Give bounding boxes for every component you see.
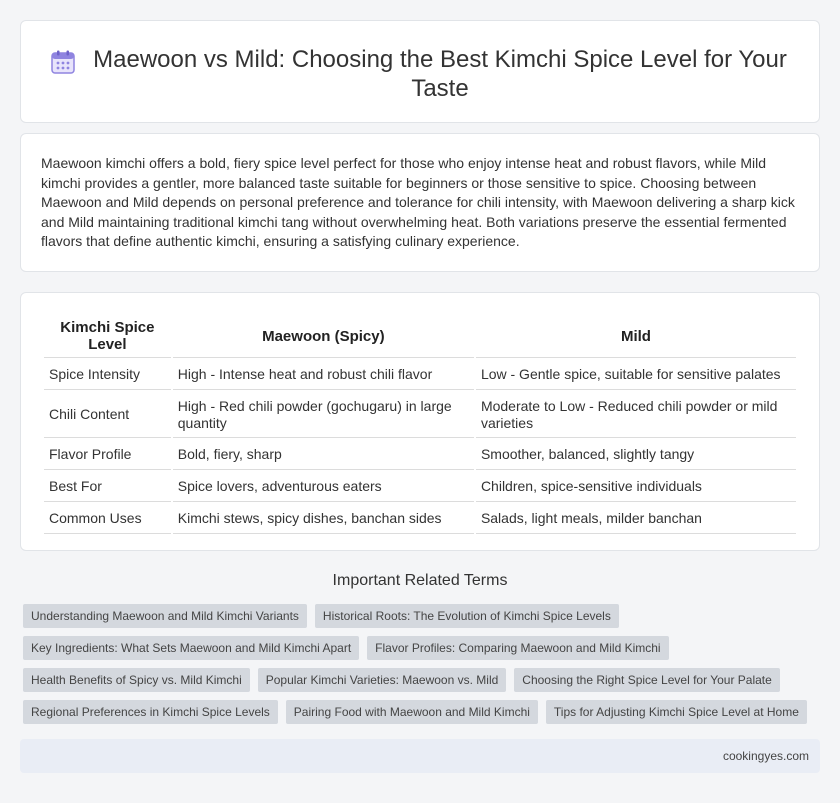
table-cell: Salads, light meals, milder banchan	[476, 504, 796, 534]
table-cell: Low - Gentle spice, suitable for sensitive palates	[476, 360, 796, 390]
table-row	[44, 440, 796, 470]
table-row	[44, 360, 796, 390]
related-term-tag[interactable]: Health Benefits of Spicy vs. Mild Kimchi	[23, 668, 250, 692]
intro-paragraph: Maewoon kimchi offers a bold, fiery spice level perfect for those who enjoy intense heat and robust flavors, while Mild kimchi provides a gentler, more balanced taste suitable for beginners or those sensitive to spice. Choosing between Maewoon and Mild depends on personal preference and tolerance for chili intensity, with Maewoon delivering a sharp kick and Mild maintaining traditional kimchi tang without overwhelming heat. Both variations preserve the essential fermented flavors that define authentic kimchi, ensuring a satisfying culinary experience.	[41, 155, 795, 250]
table-row	[44, 392, 796, 438]
page-title: Maewoon vs Mild: Choosing the Best Kimchi Spice Level for Your Taste	[93, 46, 787, 102]
table-cell: Spice lovers, adventurous eaters	[173, 472, 474, 502]
related-term-tag[interactable]: Key Ingredients: What Sets Maewoon and Mild Kimchi Apart	[23, 636, 359, 660]
related-term-tag[interactable]: Regional Preferences in Kimchi Spice Levels	[23, 700, 278, 724]
intro-card	[20, 133, 820, 272]
table-row	[44, 504, 796, 534]
footer-site-link[interactable]: cookingyes.com	[722, 749, 809, 763]
table-cell: Children, spice-sensitive individuals	[476, 472, 796, 502]
table-cell: Spice Intensity	[44, 360, 171, 390]
related-term-tag[interactable]: Understanding Maewoon and Mild Kimchi Variants	[23, 604, 307, 628]
column-header: Kimchi Spice Level	[44, 315, 171, 358]
table-cell: Chili Content	[44, 392, 171, 438]
related-terms-heading: Important Related Terms	[332, 572, 508, 589]
table-cell: High - Red chili powder (gochugaru) in large quantity	[173, 392, 474, 438]
header-card	[20, 20, 820, 123]
comparison-table	[42, 313, 798, 536]
related-term-tag[interactable]: Choosing the Right Spice Level for Your Palate	[514, 668, 780, 692]
footer	[20, 739, 820, 773]
related-term-tag[interactable]: Flavor Profiles: Comparing Maewoon and Mild Kimchi	[367, 636, 668, 660]
related-term-tag[interactable]: Popular Kimchi Varieties: Maewoon vs. Mild	[258, 668, 507, 692]
table-cell: Common Uses	[44, 504, 171, 534]
table-cell: Bold, fiery, sharp	[173, 440, 474, 470]
related-term-tag[interactable]: Tips for Adjusting Kimchi Spice Level at Home	[546, 700, 807, 724]
table-cell: Best For	[44, 472, 171, 502]
table-cell: Smoother, balanced, slightly tangy	[476, 440, 796, 470]
column-header: Maewoon (Spicy)	[173, 315, 474, 358]
related-terms-list	[23, 604, 823, 732]
table-row	[44, 472, 796, 502]
related-term-tag[interactable]: Historical Roots: The Evolution of Kimchi Spice Levels	[315, 604, 619, 628]
column-header: Mild	[476, 315, 796, 358]
calendar-icon	[50, 49, 76, 75]
table-cell: Flavor Profile	[44, 440, 171, 470]
table-cell: Moderate to Low - Reduced chili powder or mild varieties	[476, 392, 796, 438]
table-header-row	[44, 315, 796, 358]
related-term-tag[interactable]: Pairing Food with Maewoon and Mild Kimchi	[286, 700, 538, 724]
table-cell: High - Intense heat and robust chili flavor	[173, 360, 474, 390]
table-cell: Kimchi stews, spicy dishes, banchan sides	[173, 504, 474, 534]
comparison-card	[20, 292, 820, 551]
